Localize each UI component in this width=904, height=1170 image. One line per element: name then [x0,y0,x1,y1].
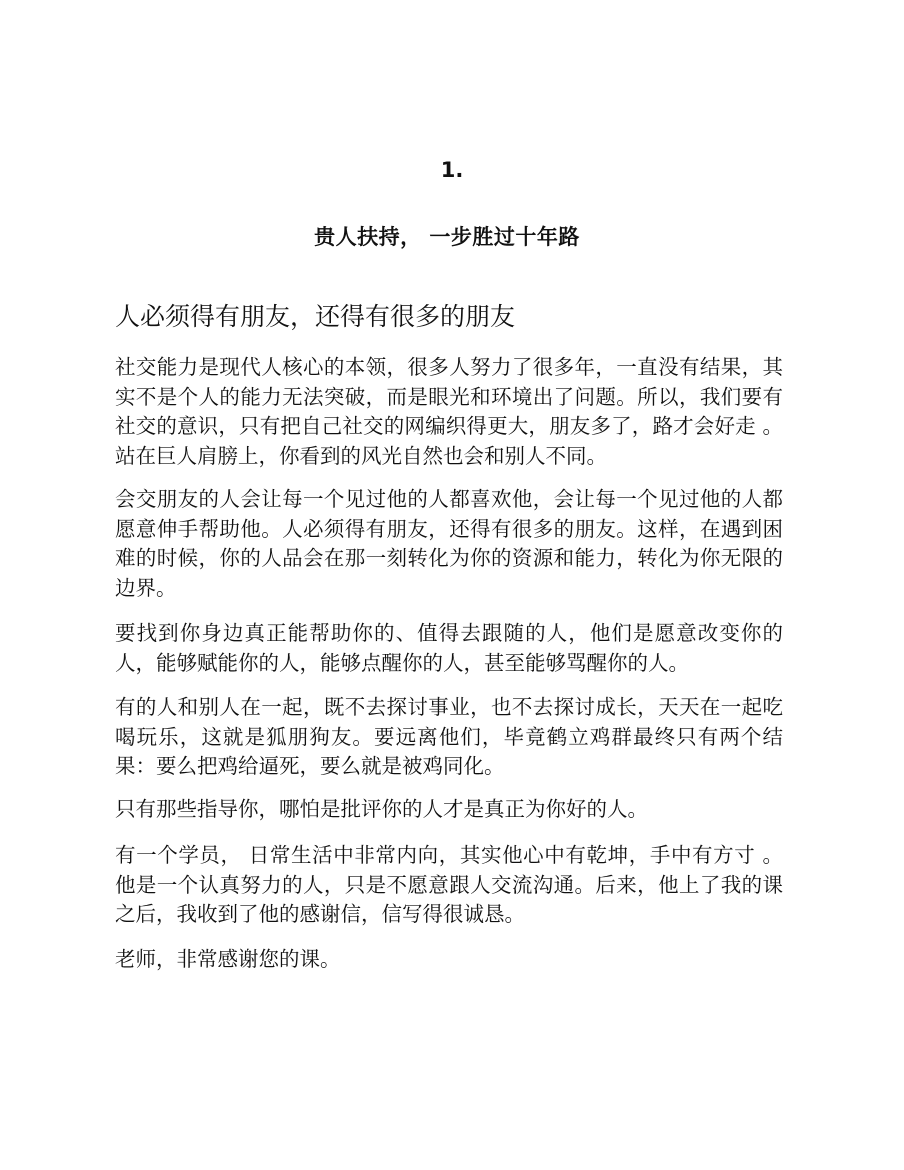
section-heading: 人必须得有朋友，还得有很多的朋友 [115,302,516,331]
paragraph-find-helpers: 要找到你身边真正能帮助你的、值得去跟随的人，他们是愿意改变你的人，能够赋能你的人，能够点醒你的人，甚至能够骂醒你的人。 [115,621,783,675]
paragraph-bad-friends: 有的人和别人在一起，既不去探讨事业，也不去探讨成长，天天在一起吃喝玩乐，这就是狐朋狗友。要远离他们，毕竟鹤立鸡群最终只有两个结果：要么把鸡给逼死，要么就是被鸡同化。 [115,695,783,778]
paragraph-criticism: 只有那些指导你，哪怕是批评你的人才是真正为你好的人。 [115,796,648,821]
paragraph-student-story: 有一个学员， 日常生活中非常内向，其实他心中有乾坤，手中有方寸 。他是一个认真努力的人，只是不愿意跟人交流沟通。后来，他上了我的课之后，我收到了他的感谢信，信写得很诚恳。 [115,843,783,926]
paragraph-making-friends: 会交朋友的人会让每一个见过他的人都喜欢他，会让每一个见过他的人都愿意伸手帮助他。人必须得有朋友，还得有很多的朋友。这样，在遇到困难的时候，你的人品会在那一刻转化为你的资源和能力，转化为你无限的边界。 [115,487,783,600]
body-text [115,353,783,988]
chapter-title: 贵人扶持， 一步胜过十年路 [314,225,580,249]
paragraph-letter-opening: 老师，非常感谢您的课。 [115,946,341,971]
chapter-number: 1. [440,158,464,182]
paragraph-social-ability: 社交能力是现代人核心的本领，很多人努力了很多年，一直没有结果，其实不是个人的能力无法突破，而是眼光和环境出了问题。所以，我们要有社交的意识，只有把自己社交的网编织得更大，朋友多了，路才会好走 。站在巨人肩膀上，你看到的风光自然也会和别人不同。 [115,355,783,468]
